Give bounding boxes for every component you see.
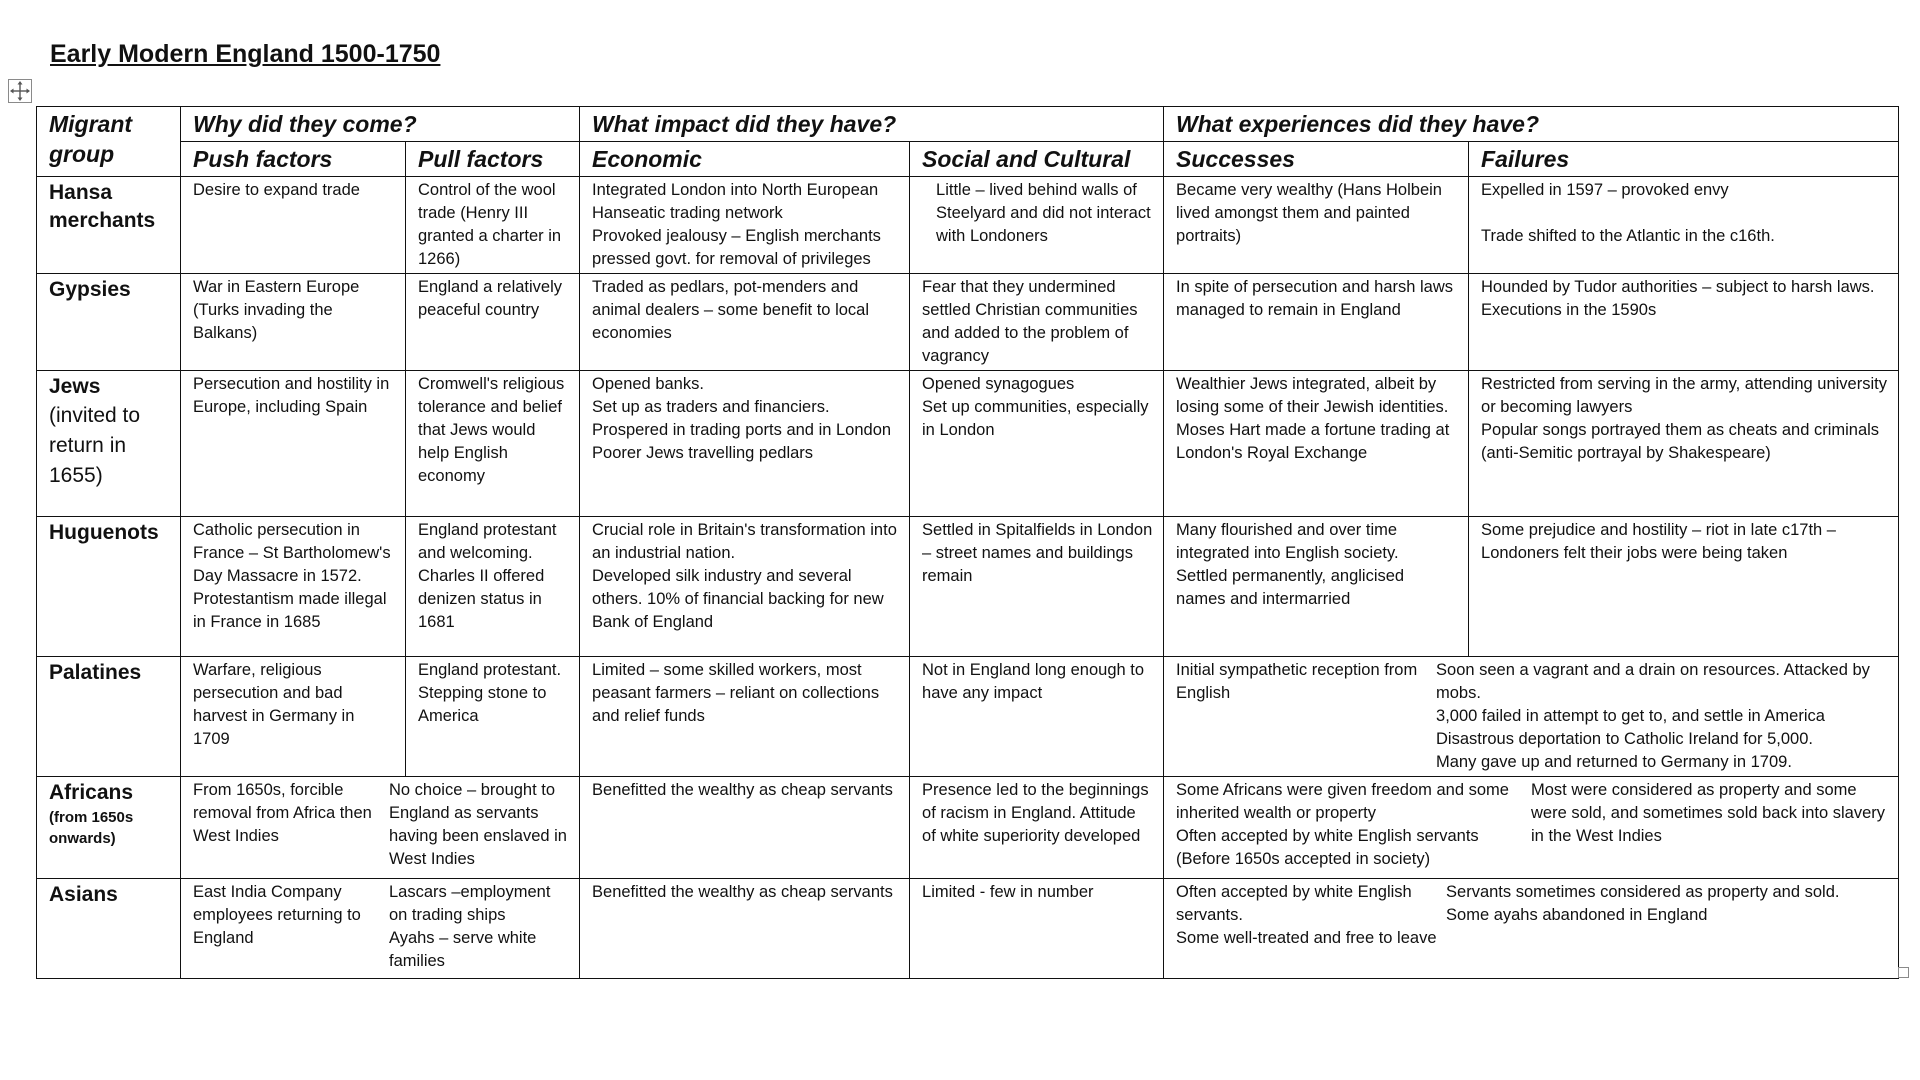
successes-text: In spite of persecution and harsh laws managed to remain in England bbox=[1176, 278, 1454, 319]
economic-cell[interactable] bbox=[580, 517, 910, 657]
social-text: Limited - few in number bbox=[922, 883, 1094, 901]
successes-text: Often accepted by white English servants. bbox=[1176, 883, 1412, 924]
pull-text: No choice – brought to England as servants having been enslaved in West Indies bbox=[389, 781, 567, 868]
economic-text: Crucial role in Britain's transformation into an industrial nation. bbox=[592, 521, 897, 562]
successes-text: Became very wealthy (Hans Holbein lived amongst them and painted portraits) bbox=[1176, 181, 1442, 245]
social-cell[interactable] bbox=[910, 274, 1164, 371]
push-text: From 1650s, forcible removal from Africa then West Indies bbox=[193, 781, 372, 845]
header-economic[interactable] bbox=[580, 142, 910, 177]
pull-text: England a relatively peaceful country bbox=[418, 278, 563, 319]
push-text: Persecution and hostility in Europe, including Spain bbox=[193, 375, 390, 416]
successes-block bbox=[1176, 659, 1436, 774]
header-economic-label: Economic bbox=[592, 146, 702, 172]
social-cell[interactable] bbox=[910, 517, 1164, 657]
table-resize-handle[interactable] bbox=[1898, 967, 1909, 978]
experiences-cell[interactable] bbox=[1164, 777, 1899, 879]
push-cell[interactable] bbox=[181, 517, 406, 657]
economic-text: Limited – some skilled workers, most peasant farmers – reliant on collections and relief funds bbox=[592, 661, 880, 725]
successes-text: Some Africans were given freedom and some inherited wealth or property bbox=[1176, 781, 1509, 822]
economic-cell[interactable] bbox=[580, 777, 910, 879]
failures-text: Most were considered as property and some were sold, and sometimes sold back into slavery in the West Indies bbox=[1531, 781, 1886, 845]
failures-text: Hounded by Tudor authorities – subject to harsh laws. Executions in the 1590s bbox=[1481, 278, 1875, 319]
economic-text: Traded as pedlars, pot-menders and animal dealers – some benefit to local economies bbox=[592, 278, 870, 342]
failures-text: Restricted from serving in the army, attending university or becoming lawyers bbox=[1481, 375, 1887, 416]
group-cell[interactable] bbox=[37, 274, 181, 371]
table-move-handle[interactable] bbox=[8, 79, 32, 103]
header-successes[interactable] bbox=[1164, 142, 1469, 177]
push-block bbox=[193, 779, 389, 871]
group-cell[interactable] bbox=[37, 371, 181, 517]
push-cell[interactable] bbox=[181, 274, 406, 371]
table-row-jews bbox=[37, 371, 1899, 517]
table-row-asians bbox=[37, 879, 1899, 979]
failures-text: Servants sometimes considered as property and sold. bbox=[1446, 883, 1840, 901]
header-successes-label: Successes bbox=[1176, 146, 1295, 172]
pull-text: Ayahs – serve white families bbox=[389, 929, 537, 970]
failures-spacer bbox=[1481, 202, 1888, 225]
social-cell[interactable] bbox=[910, 777, 1164, 879]
push-text: Warfare, religious persecution and bad harvest in Germany in 1709 bbox=[193, 661, 355, 748]
failures-cell[interactable] bbox=[1469, 274, 1899, 371]
successes-text: Some well-treated and free to leave bbox=[1176, 929, 1437, 947]
social-cell[interactable] bbox=[910, 879, 1164, 979]
header-failures[interactable] bbox=[1469, 142, 1899, 177]
failures-block bbox=[1446, 881, 1888, 950]
failures-text: Some ayahs abandoned in England bbox=[1446, 906, 1708, 924]
pull-text: Stepping stone to America bbox=[418, 684, 547, 725]
economic-cell[interactable] bbox=[580, 177, 910, 274]
pull-cell[interactable] bbox=[406, 177, 580, 274]
failures-text: Disastrous deportation to Catholic Ireland for 5,000. bbox=[1436, 730, 1813, 748]
pull-cell[interactable] bbox=[406, 657, 580, 777]
push-text: War in Eastern Europe (Turks invading the Balkans) bbox=[193, 278, 360, 342]
header-pull-factors[interactable] bbox=[406, 142, 580, 177]
push-cell[interactable] bbox=[181, 657, 406, 777]
economic-text: Prospered in trading ports and in London bbox=[592, 421, 892, 439]
economic-text: Poorer Jews travelling pedlars bbox=[592, 444, 814, 462]
table-row-africans bbox=[37, 777, 1899, 879]
successes-text: Often accepted by white English servants (Before 1650s accepted in society) bbox=[1176, 827, 1479, 868]
economic-cell[interactable] bbox=[580, 371, 910, 517]
successes-block bbox=[1176, 881, 1446, 950]
failures-cell[interactable] bbox=[1469, 177, 1899, 274]
group-cell[interactable] bbox=[37, 177, 181, 274]
header-push-factors[interactable] bbox=[181, 142, 406, 177]
pull-text: England protestant and welcoming. bbox=[418, 521, 557, 562]
failures-cell[interactable] bbox=[1469, 371, 1899, 517]
social-text: Little – lived behind walls of Steelyard and did not interact with Londoners bbox=[936, 181, 1151, 245]
group-name: Jews bbox=[49, 375, 101, 398]
header-experiences-label: What experiences did they have? bbox=[1176, 111, 1540, 137]
successes-text: Settled permanently, anglicised names and intermarried bbox=[1176, 567, 1405, 608]
social-cell[interactable] bbox=[910, 371, 1164, 517]
pull-text: Control of the wool trade (Henry III granted a charter in 1266) bbox=[418, 181, 562, 268]
group-name: Asians bbox=[49, 883, 118, 906]
push-text: Catholic persecution in France – St Bartholomew's Day Massacre in 1572. bbox=[193, 521, 391, 585]
successes-block bbox=[1176, 779, 1531, 871]
header-social-cultural[interactable] bbox=[910, 142, 1164, 177]
pull-cell[interactable] bbox=[406, 371, 580, 517]
group-cell[interactable] bbox=[37, 777, 181, 879]
push-block bbox=[193, 881, 389, 973]
header-push-label: Push factors bbox=[193, 146, 333, 172]
group-cell[interactable] bbox=[37, 657, 181, 777]
push-text: East India Company employees returning to England bbox=[193, 883, 361, 947]
table-row-huguenots bbox=[37, 517, 1899, 657]
why-cell[interactable] bbox=[181, 777, 580, 879]
failures-text: Expelled in 1597 – provoked envy bbox=[1481, 181, 1729, 199]
economic-text: Set up as traders and financiers. bbox=[592, 398, 830, 416]
economic-text: Provoked jealousy – English merchants pressed govt. for removal of privileges bbox=[592, 227, 881, 268]
header-social-label: Social and Cultural bbox=[922, 146, 1131, 172]
header-impact-label: What impact did they have? bbox=[592, 111, 897, 137]
pull-text: Lascars –employment on trading ships bbox=[389, 883, 551, 924]
failures-text: Many gave up and returned to Germany in 1709. bbox=[1436, 753, 1792, 771]
successes-text: Many flourished and over time integrated into English society. bbox=[1176, 521, 1399, 562]
failures-text: 3,000 failed in attempt to get to, and settle in America bbox=[1436, 707, 1825, 725]
pull-cell[interactable] bbox=[406, 274, 580, 371]
economic-text: Benefitted the wealthy as cheap servants bbox=[592, 781, 893, 799]
social-text: Opened synagogues bbox=[922, 375, 1075, 393]
pull-text: Cromwell's religious tolerance and belief that Jews would help English economy bbox=[418, 375, 565, 485]
group-cell[interactable] bbox=[37, 517, 181, 657]
table-row-palatines bbox=[37, 657, 1899, 777]
failures-text: Trade shifted to the Atlantic in the c16th. bbox=[1481, 227, 1775, 245]
successes-text: Wealthier Jews integrated, albeit by losing some of their Jewish identities. bbox=[1176, 375, 1449, 416]
push-cell[interactable] bbox=[181, 371, 406, 517]
header-migrant-group[interactable] bbox=[37, 107, 181, 177]
pull-text: England protestant. bbox=[418, 661, 562, 679]
group-note: (from 1650s onwards) bbox=[49, 809, 134, 847]
social-text: Fear that they undermined settled Christian communities and added to the problem of vagrancy bbox=[922, 278, 1138, 365]
successes-cell[interactable] bbox=[1164, 177, 1469, 274]
header-what-impact[interactable] bbox=[580, 107, 1164, 142]
header-migrant-group-label: Migrant group bbox=[49, 111, 133, 167]
failures-text: Some prejudice and hostility – riot in late c17th – Londoners felt their jobs were being taken bbox=[1481, 521, 1836, 562]
table-row-gypsies bbox=[37, 274, 1899, 371]
social-text: Set up communities, especially in London bbox=[922, 398, 1149, 439]
header-failures-label: Failures bbox=[1481, 146, 1570, 172]
group-name: Hansa merchants bbox=[49, 181, 156, 232]
why-cell[interactable] bbox=[181, 879, 580, 979]
group-name: Africans bbox=[49, 781, 134, 804]
failures-text: Soon seen a vagrant and a drain on resources. Attacked by mobs. bbox=[1436, 661, 1870, 702]
successes-text: Initial sympathetic reception from English bbox=[1176, 661, 1418, 702]
failures-cell[interactable] bbox=[1469, 517, 1899, 657]
push-text: Protestantism made illegal in France in 1685 bbox=[193, 590, 387, 631]
social-text: Presence led to the beginnings of racism in England. Attitude of white superiority developed bbox=[922, 781, 1149, 845]
table-row-hansa-merchants bbox=[37, 177, 1899, 274]
header-pull-label: Pull factors bbox=[418, 146, 544, 172]
social-text: Settled in Spitalfields in London – street names and buildings remain bbox=[922, 521, 1153, 585]
economic-cell[interactable] bbox=[580, 657, 910, 777]
move-arrows-icon bbox=[9, 80, 31, 102]
economic-text: Opened banks. bbox=[592, 375, 704, 393]
successes-text: Moses Hart made a fortune trading at London's Royal Exchange bbox=[1176, 421, 1450, 462]
failures-text: Popular songs portrayed them as cheats and criminals (anti-Semitic portrayal by Shakespeare) bbox=[1481, 421, 1880, 462]
failures-block bbox=[1531, 779, 1888, 871]
pull-block bbox=[389, 779, 569, 871]
header-why-label: Why did they come? bbox=[193, 111, 417, 137]
pull-block bbox=[389, 881, 569, 973]
social-cell[interactable] bbox=[910, 177, 1164, 274]
header-row-sub bbox=[37, 142, 1899, 177]
group-name: Gypsies bbox=[49, 278, 131, 301]
successes-cell[interactable] bbox=[1164, 371, 1469, 517]
social-text: Not in England long enough to have any impact bbox=[922, 661, 1145, 702]
economic-text: Benefitted the wealthy as cheap servants bbox=[592, 883, 893, 901]
failures-block bbox=[1436, 659, 1888, 774]
group-name: Palatines bbox=[49, 661, 142, 684]
successes-cell[interactable] bbox=[1164, 517, 1469, 657]
header-row-main bbox=[37, 107, 1899, 142]
push-text: Desire to expand trade bbox=[193, 181, 360, 199]
group-note: (invited to return in 1655) bbox=[49, 404, 141, 487]
group-cell[interactable] bbox=[37, 879, 181, 979]
pull-text: Charles II offered denizen status in 1681 bbox=[418, 567, 545, 631]
push-cell[interactable] bbox=[181, 177, 406, 274]
migrant-groups-table bbox=[36, 106, 1899, 979]
experiences-cell[interactable] bbox=[1164, 879, 1899, 979]
header-why-did-they-come[interactable] bbox=[181, 107, 580, 142]
economic-cell[interactable] bbox=[580, 274, 910, 371]
social-cell[interactable] bbox=[910, 657, 1164, 777]
document-title: Early Modern England 1500-1750 bbox=[50, 40, 441, 68]
pull-cell[interactable] bbox=[406, 517, 580, 657]
group-name: Huguenots bbox=[49, 521, 159, 544]
economic-text: Developed silk industry and several others. 10% of financial backing for new Bank of England bbox=[592, 567, 884, 631]
economic-cell[interactable] bbox=[580, 879, 910, 979]
experiences-cell[interactable] bbox=[1164, 657, 1899, 777]
economic-text: Integrated London into North European Hanseatic trading network bbox=[592, 181, 879, 222]
successes-cell[interactable] bbox=[1164, 274, 1469, 371]
header-what-experiences[interactable] bbox=[1164, 107, 1899, 142]
